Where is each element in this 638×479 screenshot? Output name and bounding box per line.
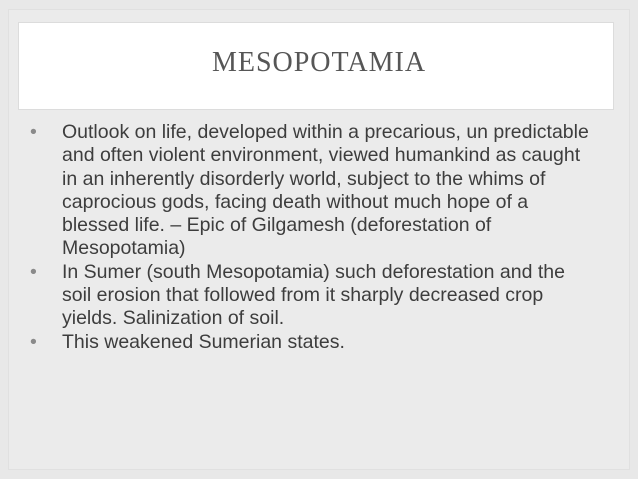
bullet-item-1 bbox=[30, 121, 590, 261]
bullet-list bbox=[30, 121, 590, 354]
bullet-item-2 bbox=[30, 261, 590, 331]
slide-title: MESOPOTAMIA bbox=[211, 47, 427, 78]
bullet-text-3: This weakened Sumerian states. bbox=[62, 330, 345, 353]
bullet-dot-icon: • bbox=[30, 330, 37, 353]
bullet-text-2: In Sumer (south Mesopotamia) such deforestation and the soil erosion that followed from it sharply decreased crop yields. Salinization of soil. bbox=[62, 260, 565, 330]
bullet-dot-icon: • bbox=[30, 121, 37, 143]
bullet-dot-icon: • bbox=[30, 260, 37, 283]
bullet-text-1: Outlook on life, developed within a precarious, un predictable and often violent environment, viewed humankind as caught in an inherently disorderly world, subject to the whims of caprocious gods, facing death without much hope of a blessed life. – Epic of Gilgamesh (deforestation of Mesopotamia) bbox=[62, 121, 589, 260]
bullet-item-3 bbox=[30, 331, 590, 354]
content-area bbox=[30, 121, 590, 354]
